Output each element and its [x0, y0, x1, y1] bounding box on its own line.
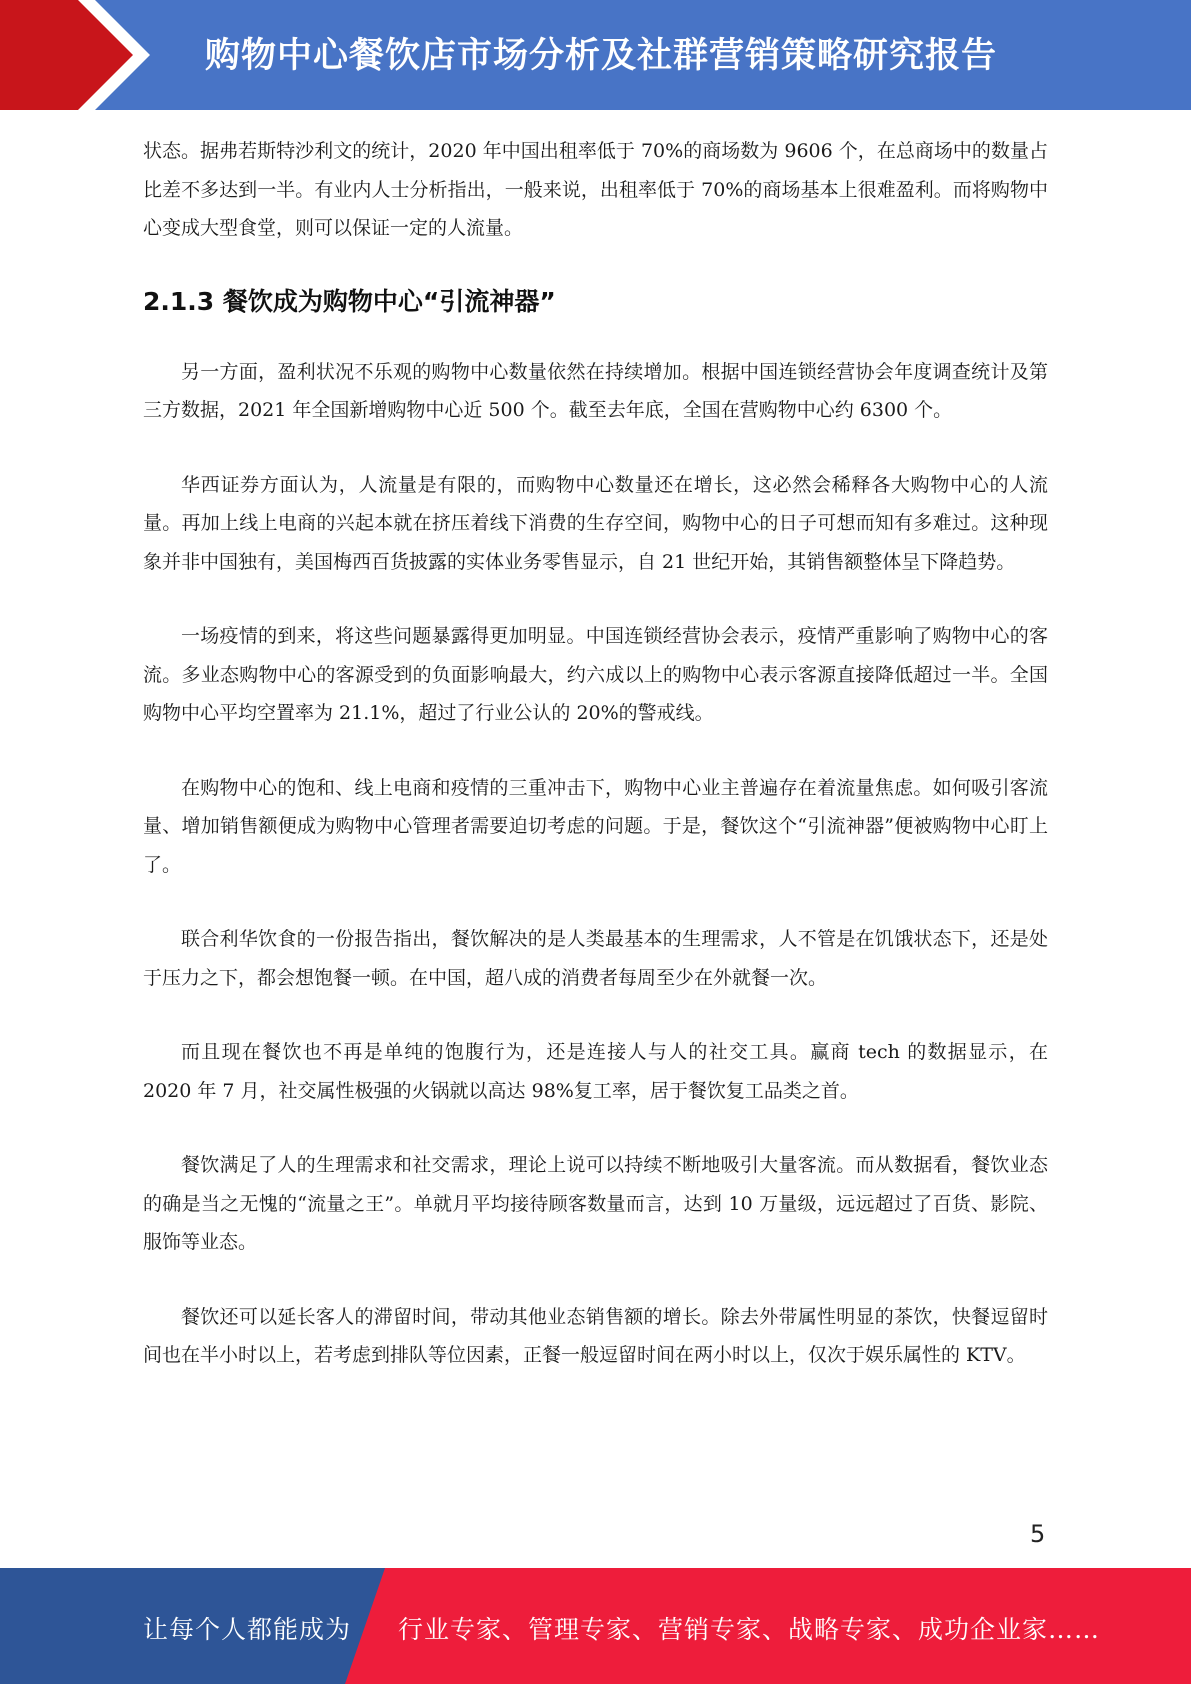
intro-paragraph: 状态。据弗若斯特沙利文的统计，2020 年中国出租率低于 70%的商场数为 9606 个，在总商场中的数量占比差不多达到一半。有业内人士分析指出，一般来说，出租率低于 70%的商场基本上很难盈利。而将购物中心变成大型食堂，则可以保证一定的人流量。	[143, 140, 1048, 239]
page-content	[143, 132, 1048, 1375]
report-title: 购物中心餐饮店市场分析及社群营销策略研究报告	[205, 36, 998, 76]
header-banner	[0, 0, 1191, 110]
footer-banner	[0, 1568, 1191, 1684]
body-paragraph: 华西证券方面认为，人流量是有限的，而购物中心数量还在增长，这必然会稀释各大购物中心的人流量。再加上线上电商的兴起本就在挤压着线下消费的生存空间，购物中心的日子可想而知有多难过。这种现象并非中国独有，美国梅西百货披露的实体业务零售显示，自 21 世纪开始，其销售额整体呈下降趋势。	[143, 473, 1048, 573]
footer-slogan-right: 行业专家、管理专家、营销专家、战略专家、成功企业家……	[398, 1615, 1101, 1644]
body-paragraph: 在购物中心的饱和、线上电商和疫情的三重冲击下，购物中心业主普遍存在着流量焦虑。如何吸引客流量、增加销售额便成为购物中心管理者需要迫切考虑的问题。于是，餐饮这个“引流神器”便被购物中心盯上了。	[143, 776, 1048, 876]
footer-slogan-left: 让每个人都能成为	[143, 1615, 352, 1644]
body-paragraph: 餐饮满足了人的生理需求和社交需求，理论上说可以持续不断地吸引大量客流。而从数据看，餐饮业态的确是当之无愧的“流量之王”。单就月平均接待顾客数量而言，达到 10 万量级，远远超过了百货、影院、服饰等业态。	[143, 1154, 1048, 1253]
body-paragraph: 联合利华饮食的一份报告指出，餐饮解决的是人类最基本的生理需求，人不管是在饥饿状态下，还是处于压力之下，都会想饱餐一顿。在中国，超八成的消费者每周至少在外就餐一次。	[143, 928, 1048, 989]
body-paragraph: 一场疫情的到来，将这些问题暴露得更加明显。中国连锁经营协会表示，疫情严重影响了购物中心的客流。多业态购物中心的客源受到的负面影响最大，约六成以上的购物中心表示客源直接降低超过一半。全国购物中心平均空置率为 21.1%，超过了行业公认的 20%的警戒线。	[143, 625, 1048, 724]
body-paragraph: 另一方面，盈利状况不乐观的购物中心数量依然在持续增加。根据中国连锁经营协会年度调查统计及第三方数据，2021 年全国新增购物中心近 500 个。截至去年底，全国在营购物中心约 6300 个。	[143, 360, 1048, 421]
page-number: 5	[1030, 1520, 1046, 1548]
body-paragraph: 而且现在餐饮也不再是单纯的饱腹行为，还是连接人与人的社交工具。赢商 tech 的数据显示，在 2020 年 7 月，社交属性极强的火锅就以高达 98%复工率，居于餐饮复工品类之首。	[143, 1041, 1048, 1102]
section-heading: 2.1.3 餐饮成为购物中心“引流神器”	[143, 286, 556, 316]
header-arrow-decoration	[0, 0, 160, 110]
body-paragraph: 餐饮还可以延长客人的滞留时间，带动其他业态销售额的增长。除去外带属性明显的茶饮，快餐逗留时间也在半小时以上，若考虑到排队等位因素，正餐一般逗留时间在两小时以上，仅次于娱乐属性的 KTV。	[143, 1305, 1048, 1366]
